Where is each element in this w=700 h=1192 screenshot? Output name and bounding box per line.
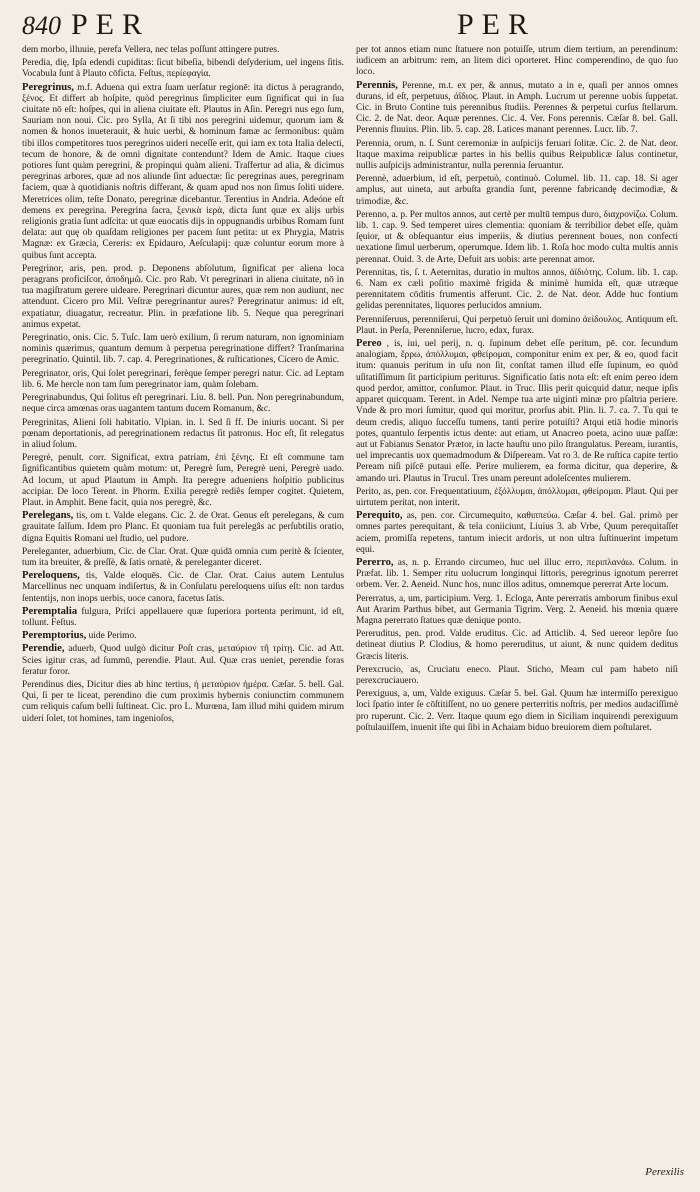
entry-text: Peredia, dię, Ipſa edendi cupiditas: ſicut bibeſia, bibendi deſyderium, uel ingens ſitis. Vocabula ſunt à Plauto cōficta. Feſtus, περίεφαγία. — [22, 58, 344, 80]
dictionary-entry — [356, 593, 678, 628]
entry-lemma: Perennis, — [356, 79, 398, 91]
dictionary-entry — [22, 392, 344, 415]
entry-text: Pereleganter, aduerbium, Cic. de Clar. Orat. Quæ quidā omnia cum peritè & ſcienter, tum ita breuiter, & preſſè, & ſatis ornatè, & pereleganter diceret. — [22, 546, 344, 568]
entry-text: , is, iui, uel perij, n. q. ſupinum debet eſſe peritum, pē. cor. ſecundum analogiam, ἔρρω, ἀπόλλυμαι, φθείρομαι, componitur enim ex per, & eo, quod facit itum: quanuis peritum in uſu non ſit, conſtat tamen illud eſſe ſupinum, eo quòd uſitatiſſimum ſit participium periturus. Significatio ſatis nota eſt: eſt enim pereo idem quod perdor, amittor, conſumor. Plaut. in Truc. Illis perit quicquid datur, neque ipſis apparet quicquam. Terent. in Adel. Nempe tua arte uiginti minæ pro pſaltria periere. Vnde & pro mori ſumitur, quod qui moritur, prorſus abit. Plin. li. 7. ca. 7. Tu qui te deum credis, aliquo ſucceſſu tumens, tanti perire potuiſti? Atqui etiā hodie minoris potes, quantulo ſerpentis ictus dente: aut etiam, ut Anacreo poeta, acino uuæ paſſæ: aut ut Fabianus Senator Prætor, in lacte hauſtu uno pilo ſtrangulatus. Peream, iurantis, uel imprecantis uox quemadmodum & Diſpeream. Vat ro 3. de Re ruſtica capite tertio Peream niſi piſcē putaui eſſe. Perire mulierem, ea forma dicitur, qua deperire, & amando uri. Plautus in Trucul. Tres unam pereunt adoleſcentes mulierem. — [356, 339, 678, 484]
dictionary-entry — [22, 570, 344, 605]
dictionary-entry — [22, 332, 344, 367]
dictionary-entry — [22, 630, 344, 642]
entry-lemma: Perelegans, — [22, 510, 74, 522]
entry-text: fulgura, Priſci appellauere quæ ſuperiora portenta perimunt, id eſt, tollunt. Feſtus. — [22, 606, 345, 628]
entry-lemma: Peremptorius, — [22, 630, 87, 642]
dictionary-entry — [356, 486, 678, 509]
dictionary-entry — [356, 628, 678, 663]
dictionary-entry — [22, 44, 344, 56]
dictionary-entry — [356, 173, 678, 208]
entry-text: as, n. p. Errando circumeo, huc uel illuc erro, περιπλανάω. Colum. in Præfat. lib. 1. Semper ritu uolucrum longinqui littoris, peregrinus ignotum pererret orbem. Ver. 2. Aeneid. Nunc hos, nunc illos aditus, omnemque pererrat Arte locum. — [356, 557, 679, 591]
right-column — [356, 44, 678, 735]
entry-text: Peregrinabundus, Qui ſolitus eſt peregrinari. Liu. 8. bell. Pun. Non peregrinabundum, neque circa amœnas oras uagantem tantum ducem Romanum, &c. — [22, 393, 344, 415]
entry-lemma: Peremptalia — [22, 605, 78, 617]
entry-text: Pereruditus, pen. prod. Valde eruditus. Cic. ad Atticlib. 4. Sed uereor lepôre ſuo detineat diutius P. Clodius, & homo pereruditus, ut aiunt, & nunc quidem deditus Græcis literis. — [356, 629, 678, 662]
dictionary-entry — [22, 510, 344, 545]
dictionary-entry — [22, 82, 344, 262]
entry-text: Perito, as, pen. cor. Frequentatiuum, ἐξόλλυμαι, ἀπόλλυμαι, φθείρομαι. Plaut. Qui per uirtutem peritat, non interit. — [356, 486, 678, 508]
entry-text: Perennitas, tis, ſ. t. Aeternitas, duratio in multos annos, ἀϊδιότης. Colum. lib. 1. cap. 6. Nam ex cæli poſitio maximè frigida & minimè humida eſt, quæ utræque perennitatem cōditis frumentis afferunt. Cic. 2. de Nat. deor. Adde huc fontium gelidas perennitates, liquores perlucidos amnium. — [356, 267, 678, 312]
entry-text: Perexiguus, a, um, Valde exiguus. Cæſar 5. bel. Gal. Quum hæ intermiſſo perexiguo loci ſpatio inter ſe cōſtitiſſent, no uo genere perterritis noſtris, per medios audaciſſimè pro ruperunt. Cic. 2. Verr. Itaque quum ego diem in Siciliam inquirendi perexiguum poſtulauiſſem, inuenit iſte qui ſibi in Achaiam biduo breuiorem diem poſtularet. — [356, 689, 678, 733]
entry-lemma: Pererro, — [356, 556, 394, 568]
entry-text: Perenno, a. p. Per multos annos, aut certè per multū tempus duro, διαχρονίζω. Colum. lib. 1. cap. 9. Sed temperet uires clementia: quoniam & terribilior debet eſſe, quàm ſęuior, ut & obſequantur eius imperiis, & diutius perennent boues, non confecti uexatione ſimul uerberum, operumque. Idem lib. 1. Roſa hoc modo culta multis annis perennat. Ouid. 3. de Arte, Defuit ars uobis: arte perennat amor. — [356, 209, 678, 265]
entry-text: uide Perimo. — [88, 631, 137, 642]
entry-text: Perenniſeruus, perenniſerui, Qui perpetuò ſeruit uni domino ἀεὶδουλος. Antiquum eſt. Plaut. in Perſa, Perenniſerue, lucro, edax, furax. — [356, 314, 678, 336]
entry-text: aduerb, Quod uulgò dicitur Poſt cras, μεταύριον τῆ τρίτῃ. Cic. ad Att. Scies igitur cras, ad ſummū, perendie. Plaut. Aul. Quæ cras ueniet, perendie foras feratur foror. — [22, 644, 345, 677]
dictionary-entry — [22, 643, 344, 678]
entry-text: tis, Valde eloquēs. Cic. de Clar. Orat. Caius autem Lentulus Marcellinus nec unquam indiſertus, & in Conſulatu pereloquens uiſus eſt: non tardus ſententijs, non inops uerbis, uoce canora, facetus ſatis. — [22, 571, 345, 604]
dictionary-entry — [22, 57, 344, 80]
catchword: Perexilis — [645, 1166, 684, 1178]
entry-lemma: Perequito, — [356, 510, 403, 522]
entry-text: as, pen. cor. Circumequito, καθιππεύω. Cæſar 4. bel. Gal. primò per omnes partes perequitant, & tela coniiciunt, Liuius 3. ab Vrbe, Quum perequitaſſet aciem, promiſſa repetens, tantum iniecit ardoris, ut non ultra ſuſtinuerint impetum equi. — [356, 511, 679, 555]
entry-text: m.f. Aduena qui extra ſuam uerſatur regionē: ita dictus à peragrando, ξένος. Et differt ab hoſpite, quòd peregrinus ſimpliciter eum ſignificat qui in ſua ciuitate nō eſt: hoſpes, qui in aliena ciuitate eſt. Plautus in Aſin. Peregri nus ego ſum, Sauriam non noui. Cic. pro Sylla, At ſi tibi nos peregrini uidemur, quorum iam & nomen & honos inueterauit, & huic uerbi, & hominum famæ ac ſermonibus: quàm tibi illos competitores tuos peregrinos uideri neceſſe erit, qui iam ex tota Italia delecti, tecum de honore, & de omni dignitate contendunt? Idem de Amic. Itaque ciues potiores ſunt quàm peregrini, & propinqui quàm alieni. Traſfertur ad alia, & dicimus peregrinas arbores, quæ ad nos aliunde ſint aduectæ: ſic peregrinas aues, peregrinam faciem, quæ à quotidianis noſtris differant, & quam apud nos non ſimus ſoliti uidere. Meretrices olim, teſte Donato, peregrinæ dicebantur. Terentius in Andria. Adeóne eſt demens ex peregrina. Peregrina ſacra, ξενικὰ ἱερὰ, dicta ſunt quæ ex alijs urbis religionis gratia ſunt adſcita: ut quæ euocatis dijs in oppugnandis urbibus Romam ſunt delata: aut quę ob quaſdam religiones per pacem ſunt petita: ut ex Phrygia, Matris Magnæ: ex Græcia, Cereris: ex Epidauro, Aeſculapij: quæ coluntur eorum more à quibus ſunt accepta. — [22, 82, 344, 261]
dictionary-entry — [356, 209, 678, 266]
entry-text: dem morbo, illuuie, perefa Vellera, nec telas poſſunt attingere putres. — [22, 45, 280, 55]
entry-lemma: Perendie, — [22, 643, 65, 655]
dictionary-entry — [22, 546, 344, 569]
dictionary-entry — [356, 314, 678, 337]
entry-text: Perexcrucio, as, Cruciatu eneco. Plaut. Sticho, Meam cul pam habeto niſi perexcruciauero. — [356, 664, 678, 686]
dictionary-entry — [356, 44, 678, 79]
page-number: 840 — [22, 11, 61, 40]
entry-text: Perennè, aduerbium, id eſt, perpetuò, continuò. Columel. lib. 11. cap. 18. Si ager amplus, aut uineta, aut arbuſta grandia ſunt, perenne fabricandę decimodiæ, & trimodiæ, &c. — [356, 174, 678, 207]
entry-text: Pererratus, a, um, participium. Verg. 1. Ecloga, Ante pererratis amborum finibus exul Aut Ararim Parthus bibet, aut Germania Tigrim. Verg. 2. Aeneid. his mœnia quære Magna pererrato ſtatues quæ denique ponto. — [356, 593, 678, 626]
header-title-right: PER — [456, 8, 536, 41]
header-title-left: PER — [71, 8, 151, 41]
dictionary-entry — [356, 138, 678, 173]
entry-text: tis, om t. Valde elegans. Cic. 2. de Orat. Genus eſt perelegans, & cum grauitate ſalſum. Idem pro Planc. Et quoniam tua fuit perelegâs ac perſubtilis oratio, digna Equitis Romani uel ſtudio, uel pudore. — [22, 511, 345, 544]
dictionary-entry — [22, 606, 344, 629]
entry-lemma: Peregrinus, — [22, 81, 74, 93]
entry-text: Peregrinator, oris, Qui ſolet peregrinari, ferèque ſemper peregri natur. Cic. ad Leptam lib. 6. Me hercle non tam ſum peregrinator iam, quàm ſolebam. — [22, 368, 344, 390]
text-columns — [22, 44, 686, 735]
entry-text: Peregrinitas, Alieni ſoli habitatio. Vlpian. in. l. Sed ſi ff. De iniuris uocant. Si per pœnam deportationis, ad peregrinationem redactus ſit patronus. Hoc eſt, ſit relegatus in aliud ſolum. — [22, 417, 344, 450]
dictionary-entry — [356, 557, 678, 592]
entry-lemma: Pereo — [356, 338, 382, 350]
entry-text: per tot annos etiam nunc ſtatuere non potuiſſe, utrum diem tertium, an perendinum: iudicem an arbitrum: rem, an litem dici oporteret. Hinc comperendino, de quo ſuo loco. — [356, 45, 678, 78]
entry-text: Perennia, orum, n. ſ. Sunt ceremoniæ in auſpicijs feruari ſolitæ. Cic. 2. de Nat. deor. Itaque maxima reipublicæ partes in his bellis quibus Reipublicæ ſalus continetur, nullis auſpicijs administrantur, nulla perennia ſeruantur. — [356, 138, 678, 172]
dictionary-entry — [22, 679, 344, 725]
dictionary-entry — [22, 452, 344, 509]
entry-text: Perendinus dies, Dicitur dies ab hinc tertius, ἡ μεταύριον ἡμέρα. Cæſar. 5. bell. Gal. Qui, ſi per te liceat, perendino die cum proximis hybernis coniunctim communem cum reliquis caſum belli ſuſtineat. Cic. pro L. Murœna, Iam illud mihi quidem mirum uideri ſolet, tot homines, tam ingenioſos, — [22, 679, 344, 724]
entry-text: Perenne, m.t. ex per, & annus, mutato a in e, quaſi per annos omnes durans, id eſt, perpetuus, ἀΐδιος. Plaut. in Amph. Lucrum ut perenne uobis ſuppetat. Cic. in Bruto Contine tuis perennibus ſtudiis. Perennes & perpetui curſus ſtellarum. Cic. 2. de Nat. deor. Aquæ perennes. Cic. 4. Ver. Fons perennis. Cæſar 8. bel. Gall. Perennis fluuius. Plin. lib. 5. cap. 28. Latices manant perennes. Lucr. lib. 7. — [356, 80, 679, 136]
running-header — [22, 8, 686, 42]
left-column — [22, 44, 344, 735]
dictionary-entry — [22, 368, 344, 391]
entry-text: Peregrè, penult. corr. Significat, extra patriam, ἐπὶ ξένης. Et eſt commune tam ſignificantibus quietem quàm motum: ut, Peregrè ſum, Peregrè ueni, Peregrè uado. Ad locum, ut apud Plautum in Amph. Ita peregre adueniens hoſpitio publicitus accipiar. De loco Terent. in Phorm. Exilia peregrè rediês ſemper cogitet. Quietem, Plaut. in Amphit. Bene facit, quia nos peregrè, &c. — [22, 453, 344, 508]
dictionary-entry — [356, 688, 678, 734]
dictionary-entry — [22, 417, 344, 452]
dictionary-entry — [356, 338, 678, 485]
dictionary-entry — [356, 664, 678, 687]
entry-lemma: Pereloquens, — [22, 570, 80, 582]
entry-text: Peregrinor, aris, pen. prod. p. Deponens abſolutum, ſignificat per aliena loca peragrans proficiſcor, ἀποδημῶ. Cic. pro Rab. Vt peregrinari in aliena ciuitate, nō in tua magiſtratum gerere uideare. Peregrinari dicuntur aures, quæ rem non audiunt, nec attendunt. Cicero pro Mil. Veſtræ peregrinantur aures? Peregrinatur animus: id eſt, expatiatur, diuagatur, recreatur. Plin. in præfatione lib. 5. Neque qua peregrinari animus expetat. — [22, 263, 344, 330]
dictionary-entry — [356, 80, 678, 137]
dictionary-entry — [22, 263, 344, 331]
entry-text: Peregrinatio, onis. Cic. 5. Tuſc. Iam uerò exilium, ſi rerum naturam, non ignominiam nominis quærimus, quantum demum à perpetua peregrinatione differt? Tranſmarina peregrinatio. Quintil. lib. 7. cap. 4. Peregrinationes, & ruſticationes, Cicero de Amic. — [22, 333, 344, 366]
dictionary-entry — [356, 267, 678, 313]
dictionary-entry — [356, 510, 678, 556]
